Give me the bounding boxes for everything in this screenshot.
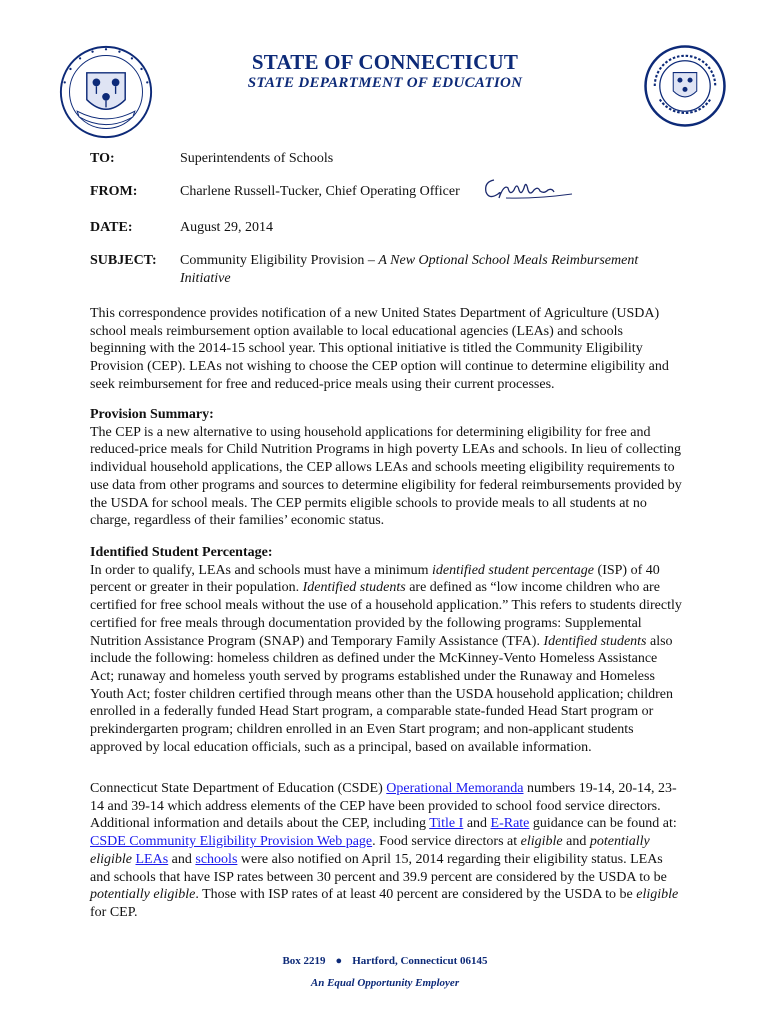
memo-from-label: FROM: xyxy=(90,184,138,199)
footer-eoe: An Equal Opportunity Employer xyxy=(310,977,460,989)
footer-bullet-icon: ● xyxy=(335,955,343,967)
operational-memoranda-link[interactable]: Operational Memoranda xyxy=(386,781,524,796)
memo-to-label: TO: xyxy=(90,151,115,166)
memo-subject-label: SUBJECT: xyxy=(90,253,157,268)
e-rate-link[interactable]: E-Rate xyxy=(490,816,530,832)
leas-link[interactable]: LEAs xyxy=(135,851,169,867)
handwritten-signature xyxy=(480,172,575,206)
cep-web-page-link[interactable]: CSDE Community Eligibility Provision Web page xyxy=(90,834,373,850)
identified-student-heading: Identified Student Percentage: xyxy=(90,545,273,560)
provision-summary-heading: Provision Summary: xyxy=(90,407,214,422)
footer-address xyxy=(0,955,770,967)
title-i-link[interactable]: Title I xyxy=(429,816,464,832)
schools-link[interactable]: schools xyxy=(195,851,238,867)
identified-student-text: In order to qualify, LEAs and schools must have a minimum identified student percentage (ISP) of 40 percent or greater in their population. Identified students are defined as “low income children who are certified for free school meals without the use of a household application.” This refers to students directly certified for free meals through documentation provided by the following programs: Supplemental Nutrition Assistance Program (SNAP) and Temporary Family Assistance (TFA). Identified students also include the following: homeless children as defined under the McKinney-Vento Homeless Assistance Act; runaway and homeless youth served by programs established under the Runaway and Homeless Youth Act; foster children certified through means other than the USDA household application; children enrolled in a federally funded Head Start program, a comparable state-funded Head Start program or prekindergarten program; children enrolled in an Even Start program; and non-applicant students approved by local education officials, such as a principal, based on available information. xyxy=(90,562,682,755)
letterhead-subtitle: STATE DEPARTMENT OF EDUCATION xyxy=(247,75,523,91)
footer-box: Box 2219 xyxy=(282,955,326,967)
provision-summary-section xyxy=(90,406,682,530)
memo-date-value: August 29, 2014 xyxy=(180,220,273,235)
memo-from-value: Charlene Russell-Tucker, Chief Operating Officer xyxy=(180,184,460,199)
memo-to-value: Superintendents of Schools xyxy=(180,151,334,166)
footer-city: Hartford, Connecticut 06145 xyxy=(352,955,488,967)
memo-date-label: DATE: xyxy=(90,220,133,235)
intro-paragraph: This correspondence provides notification of a new United States Department of Agriculture (USDA) school meals reimbursement option available to local educational agencies (LEAs) and schools beginning with the 2014-15 school year. This optional initiative is titled the Community Eligibility Provision (CEP). LEAs not wishing to choose the CEP option will continue to determine eligibility and seek reimbursement for free and reduced-price meals using their current processes. xyxy=(90,306,669,392)
csde-paragraph: Connecticut State Department of Education (CSDE) Operational Memoranda numbers 19-14, 20-14, 23-14 and 39-14 which address elements of the CEP have been provided to school food service directors. Additional information and details about the CEP, including Title I and E-Rate guidance can be found at: CSDE Community Eligibility Provision Web page. Food service directors at eligible and potentially eligible LEAs and schools were also notified on April 15, 2014 regarding their eligibility status. LEAs and schools that have ISP rates between 30 percent and 39.9 percent are considered by the USDA to be potentially eligible. Those with ISP rates of at least 40 percent are considered by the USDA to be eligible for CEP. xyxy=(90,781,679,920)
identified-student-section xyxy=(90,544,682,756)
letterhead-title: STATE OF CONNECTICUT xyxy=(251,50,519,74)
provision-summary-text: The CEP is a new alternative to using household applications for determining eligibility for free and reduced-price meals for Child Nutrition Programs in high poverty LEAs and schools. In lieu of collecting individual household applications, the CEP allows LEAs and schools meeting eligibility requirements to use data from other programs and sources to determine eligibility for federal reimbursements provided by the USDA for school meals. The CEP permits eligible schools to provide meals to all students at no charge, regardless of their families’ economic status. xyxy=(90,424,682,529)
memo-subject-value: Community Eligibility Provision – A New Optional School Meals Reimbursement Initiative xyxy=(180,253,639,286)
